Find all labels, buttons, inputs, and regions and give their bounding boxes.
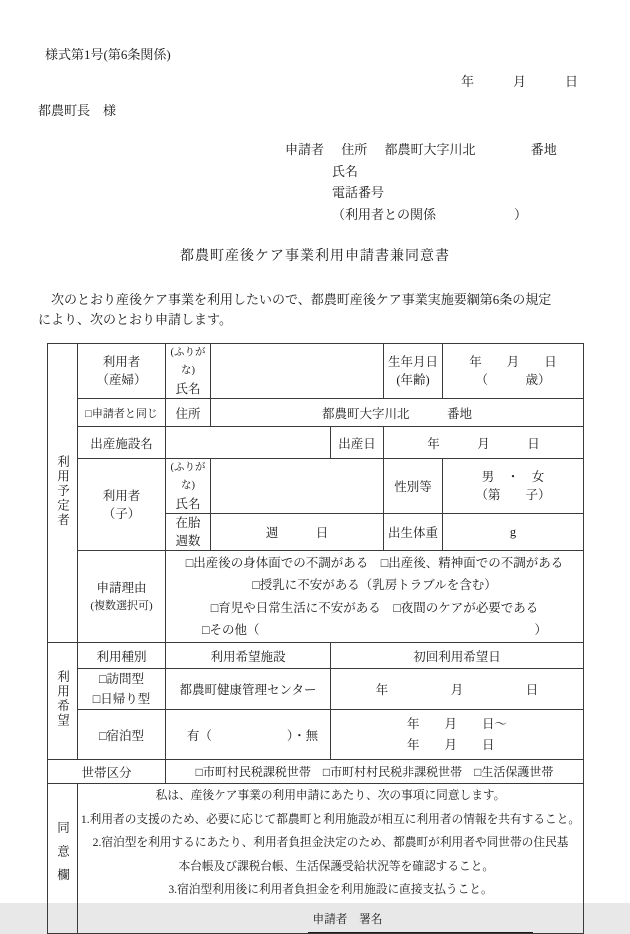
application-table	[47, 343, 584, 934]
applicant-prefix-label: 申請者	[285, 142, 325, 157]
birthdate-value-line: 年 月 日	[469, 355, 557, 369]
child-label-line2: （子）	[102, 506, 141, 521]
mother-birthdate-label-cell	[384, 344, 443, 399]
signature-line: 申請者 署名	[308, 908, 532, 934]
row-mother-name	[48, 344, 584, 399]
reason-option-line4: □その他（ ）	[201, 623, 548, 637]
weight-label-cell: 出生体重	[384, 514, 443, 551]
stay-type-checkbox: □宿泊型	[78, 710, 166, 760]
consent-item-1: 1.利用者の支援のため、必要に応じて都農町と利用施設が相互に利用者の情報を共有すること。	[80, 812, 581, 826]
dayuse-type-checkbox: □日帰り型	[92, 692, 151, 706]
visit-type-cell	[78, 669, 166, 710]
age-label: (年齢)	[396, 373, 430, 387]
hope-first-date-header: 初回利用希望日	[331, 643, 584, 669]
same-as-applicant-checkbox: □申請者と同じ	[78, 399, 166, 427]
row-household	[48, 760, 584, 784]
group-planned-user-label: 利用予定者	[55, 454, 70, 528]
row-reasons	[48, 551, 584, 643]
applicant-phone-label: 電話番号	[332, 185, 385, 200]
visit-date-cell: 年 月 日	[331, 669, 584, 710]
household-label-cell: 世帯区分	[48, 760, 166, 784]
reason-option-line2: □授乳に不安がある（乳房トラブルを含む）	[252, 578, 497, 592]
group-consent-cell	[48, 784, 78, 934]
row-consent	[48, 784, 584, 934]
reason-label-line1: 申請理由	[96, 580, 147, 595]
birth-facility-label-cell: 出産施設名	[78, 427, 166, 459]
gestation-label-cell	[166, 514, 211, 551]
child-furigana-cell	[166, 459, 211, 514]
group-planned-user-cell	[48, 344, 78, 643]
mother-label-line2: （産婦）	[96, 373, 147, 387]
gestation-label-line2: 週数	[175, 534, 201, 548]
child-label-line1: 利用者	[102, 488, 141, 503]
date-line: 年 月 日	[460, 74, 578, 89]
consent-item-2-line1: 2.宿泊型を利用するにあたり、利用者負担金決定のため、都農町が利用者や同世帯の住民基	[92, 836, 569, 849]
document-title: 都農町産後ケア事業利用申請書兼同意書	[180, 249, 450, 264]
intro-line-1: 次のとおり産後ケア事業を利用したいので、都農町産後ケア事業実施要綱第6条の規定	[38, 292, 552, 307]
row-child-name	[48, 459, 584, 514]
hope-facility-header: 利用希望施設	[166, 643, 331, 669]
hope-type-header: 利用種別	[78, 643, 166, 669]
reason-label-line2: (複数選択可)	[90, 599, 153, 612]
stay-date-range	[407, 714, 507, 756]
reason-label-cell	[78, 551, 166, 643]
addressee: 都農町長 様	[38, 103, 117, 118]
stay-availability-cell: 有（ ）・無	[166, 710, 331, 760]
applicant-relation-line: （利用者との関係 ）	[332, 206, 528, 222]
sex-value-cell	[443, 459, 584, 514]
applicant-address-label: 住所	[341, 142, 368, 157]
sex-value-line2: （第 子）	[475, 488, 551, 502]
applicant-address-unit: 番地	[530, 142, 557, 157]
stay-date-cell	[331, 710, 584, 760]
child-label-cell	[78, 459, 166, 551]
row-hope-header	[48, 643, 584, 669]
row-stay-type	[48, 710, 584, 760]
child-name-input-area	[211, 459, 384, 514]
gestation-value-cell: 週 日	[211, 514, 384, 551]
form-number: 様式第1号(第6条関係)	[45, 47, 171, 62]
birthdate-label: 生年月日	[387, 355, 438, 369]
consent-content-cell	[78, 784, 584, 934]
birth-day-label-cell: 出産日	[331, 427, 384, 459]
row-visit-type	[48, 669, 584, 710]
consent-item-2-line2: 本台帳及び課税台帳、生活保護受給状況等を確認すること。	[166, 859, 495, 873]
applicant-name-label: 氏名	[332, 163, 359, 179]
sex-label-cell: 性別等	[384, 459, 443, 514]
applicant-address-value: 都農町大字川北	[384, 142, 476, 157]
age-value-line: （ 歳）	[475, 373, 551, 387]
row-birth-facility	[48, 427, 584, 459]
household-options-cell: □市町村民税課税世帯 □市町村村民税非課税世帯 □生活保護世帯	[166, 760, 584, 784]
applicant-address-line	[285, 139, 630, 161]
group-consent-label: 同意欄	[55, 821, 70, 892]
mother-furigana-label: (ふりがな)	[170, 347, 206, 376]
address-label-cell: 住所	[166, 399, 211, 427]
address-value-cell: 都農町大字川北 番地	[211, 399, 584, 427]
reason-option-line3: □育児や日常生活に不安がある □夜間のケアが必要である	[210, 600, 539, 615]
birth-day-value-cell: 年 月 日	[384, 427, 584, 459]
stay-date-to: 年 月 日	[406, 737, 495, 752]
group-hope-cell	[48, 643, 78, 760]
weight-value-cell: g	[443, 514, 584, 551]
gestation-label-line1: 在胎	[175, 516, 201, 530]
intro-paragraph	[0, 265, 630, 330]
reason-options-cell	[166, 551, 584, 643]
mother-name-input-area	[211, 344, 384, 399]
mother-label-cell	[78, 344, 166, 399]
consent-intro: 私は、産後ケア事業の利用申請にあたり、次の事項に同意します。	[155, 789, 506, 802]
group-hope-label: 利用希望	[55, 670, 70, 728]
reason-option-line1: □出産後の身体面での不調がある □出産後、精神面での不調がある	[185, 555, 564, 570]
applicant-block	[0, 119, 630, 225]
mother-furigana-cell	[166, 344, 211, 399]
child-furigana-label: (ふりがな)	[170, 462, 206, 491]
intro-line-2: により、次のとおり申請します。	[38, 312, 232, 327]
stay-date-from: 年 月 日～	[406, 716, 507, 731]
child-name-label: 氏名	[175, 497, 201, 511]
mother-name-label: 氏名	[175, 382, 201, 396]
birth-facility-input-area	[166, 427, 331, 459]
visit-type-checkbox: □訪問型	[98, 672, 145, 686]
sex-value-line1: 男 ・ 女	[481, 470, 545, 484]
visit-facility-cell: 都農町健康管理センター	[166, 669, 331, 710]
consent-item-3: 3.宿泊型利用後に利用者負担金を利用施設に直接支払うこと。	[168, 883, 493, 896]
mother-birthdate-value-cell	[443, 344, 584, 399]
row-mother-address	[48, 399, 584, 427]
mother-label-line1: 利用者	[102, 355, 141, 369]
